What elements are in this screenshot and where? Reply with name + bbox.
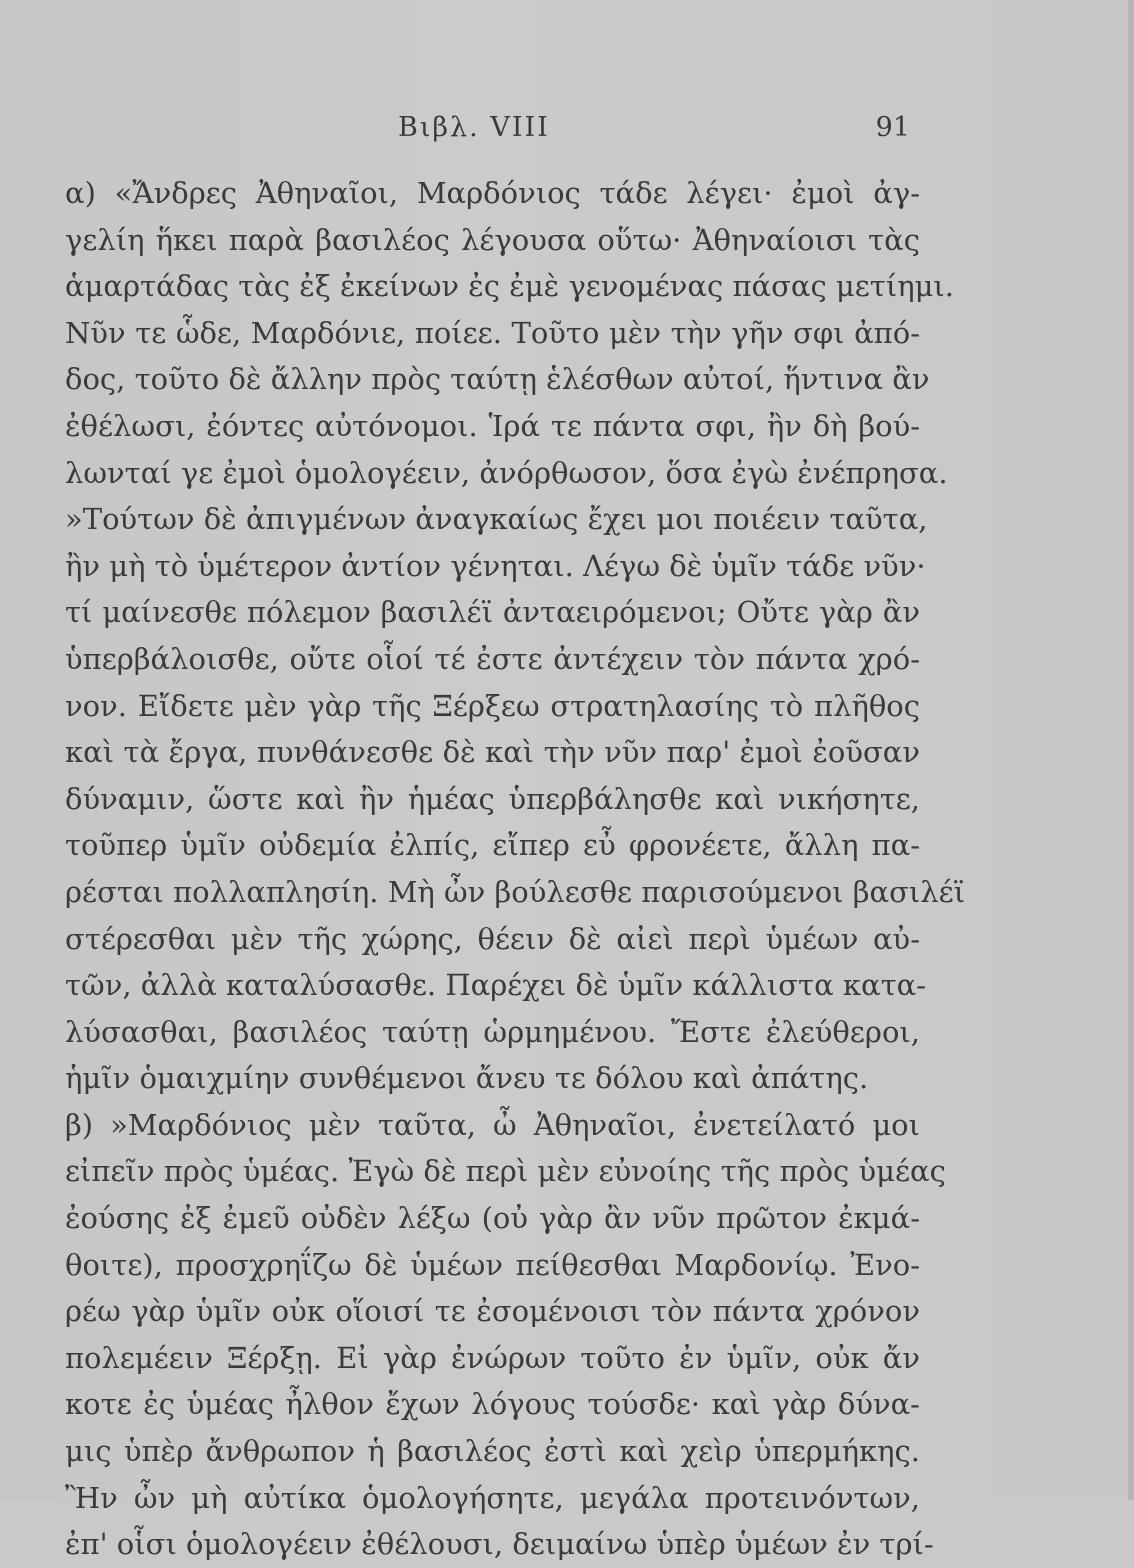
body-text bbox=[65, 170, 966, 1568]
text-line: λύσασθαι, βασιλέος ταύτῃ ὡρμημένου. Ἔστε ἐλεύθεροι, bbox=[65, 1014, 920, 1049]
text-line: λωνταί γε ἐμοὶ ὁμολογέειν, ἀνόρθωσον, ὅσα ἐγὼ ἐνέπρησα. bbox=[65, 455, 948, 490]
text-line: τί μαίνεσθε πόλεμον βασιλέϊ ἀνταειρόμενοι; Οὔτε γὰρ ἂν bbox=[65, 595, 920, 630]
text-line: νον. Εἴδετε μὲν γὰρ τῆς Ξέρξεω στρατηλασίης τὸ πλῆθος bbox=[65, 688, 920, 723]
text-line: ρέσται πολλαπλησίη. Μὴ ὦν βούλεσθε παρισούμενοι βασιλέϊ bbox=[65, 874, 966, 909]
text-line: ἁμαρτάδας τὰς ἐξ ἐκείνων ἐς ἐμὲ γενομένας πάσας μετίημι. bbox=[65, 269, 955, 304]
text-line: εἰπεῖν πρὸς ὑμέας. Ἐγὼ δὲ περὶ μὲν εὐνοίης τῆς πρὸς ὑμέας bbox=[65, 1154, 946, 1189]
page-number: 91 bbox=[875, 112, 910, 143]
text-line: »Τούτων δὲ ἀπιγμένων ἀναγκαίως ἔχει μοι ποιέειν ταῦτα, bbox=[65, 502, 928, 537]
text-line: Ἢν ὦν μὴ αὐτίκα ὁμολογήσητε, μεγάλα προτεινόντων, bbox=[65, 1480, 920, 1515]
text-line: β) »Μαρδόνιος μὲν ταῦτα, ὦ Ἀθηναῖοι, ἐνετείλατό μοι bbox=[65, 1107, 920, 1142]
text-line: ἡμῖν ὁμαιχμίην συνθέμενοι ἄνευ τε δόλου καὶ ἀπάτης. bbox=[65, 1061, 869, 1096]
text-line: θοιτε), προσχρηΐζω δὲ ὑμέων πείθεσθαι Μαρδονίῳ. Ἐνο- bbox=[65, 1247, 920, 1282]
text-line: κοτε ἐς ὑμέας ἦλθον ἔχων λόγους τούσδε· καὶ γὰρ δύνα- bbox=[65, 1387, 920, 1422]
text-line: ἐούσης ἐξ ἐμεῦ οὐδὲν λέξω (οὐ γὰρ ἂν νῦν πρῶτον ἐκμά- bbox=[65, 1201, 920, 1236]
text-line: ἐθέλωσι, ἐόντες αὐτόνομοι. Ἱρά τε πάντα σφι, ἢν δὴ βού- bbox=[65, 408, 920, 443]
text-line: δύναμιν, ὥστε καὶ ἢν ἡμέας ὑπερβάλησθε καὶ νικήσητε, bbox=[65, 781, 920, 816]
page-edge bbox=[1128, 0, 1134, 1500]
text-line: ἐπ' οἷσι ὁμολογέειν ἐθέλουσι, δειμαίνω ὑπὲρ ὑμέων ἐν τρί- bbox=[65, 1527, 934, 1562]
text-line: ἢν μὴ τὸ ὑμέτερον ἀντίον γένηται. Λέγω δὲ ὑμῖν τάδε νῦν· bbox=[65, 548, 926, 583]
text-line: καὶ τὰ ἔργα, πυνθάνεσθε δὲ καὶ τὴν νῦν παρ' ἐμοὶ ἐοῦσαν bbox=[65, 735, 920, 770]
text-line: ὑπερβάλοισθε, οὔτε οἷοί τέ ἐστε ἀντέχειν τὸν πάντα χρό- bbox=[65, 641, 920, 676]
text-line: Νῦν τε ὧδε, Μαρδόνιε, ποίεε. Τοῦτο μὲν τὴν γῆν σφι ἀπό- bbox=[65, 315, 920, 350]
text-line: τοῦπερ ὑμῖν οὐδεμία ἐλπίς, εἴπερ εὖ φρονέετε, ἄλλη πα- bbox=[65, 828, 920, 863]
text-line: μις ὑπὲρ ἄνθρωπον ἡ βασιλέος ἐστὶ καὶ χεὶρ ὑπερμήκης. bbox=[65, 1434, 920, 1469]
running-title: Βιβλ. VIII bbox=[398, 112, 550, 143]
text-line: γελίη ἥκει παρὰ βασιλέος λέγουσα οὕτω· Ἀθηναίοισι τὰς bbox=[65, 222, 920, 257]
text-line: α) «Ἄνδρες Ἀθηναῖοι, Μαρδόνιος τάδε λέγει· ἐμοὶ ἀγ- bbox=[65, 176, 920, 210]
text-line: ρέω γὰρ ὑμῖν οὐκ οἵοισί τε ἐσομένοισι τὸν πάντα χρόνον bbox=[65, 1294, 920, 1329]
running-head bbox=[380, 112, 910, 152]
text-line: πολεμέειν Ξέρξῃ. Εἰ γὰρ ἐνώρων τοῦτο ἐν ὑμῖν, οὐκ ἄν bbox=[65, 1340, 920, 1375]
text-line: στέρεσθαι μὲν τῆς χώρης, θέειν δὲ αἰεὶ περὶ ὑμέων αὐ- bbox=[65, 921, 920, 956]
text-line: δος, τοῦτο δὲ ἄλλην πρὸς ταύτῃ ἑλέσθων αὐτοί, ἥντινα ἂν bbox=[65, 362, 930, 397]
text-line: τῶν, ἀλλὰ καταλύσασθε. Παρέχει δὲ ὑμῖν κάλλιστα κατα- bbox=[65, 968, 927, 1003]
